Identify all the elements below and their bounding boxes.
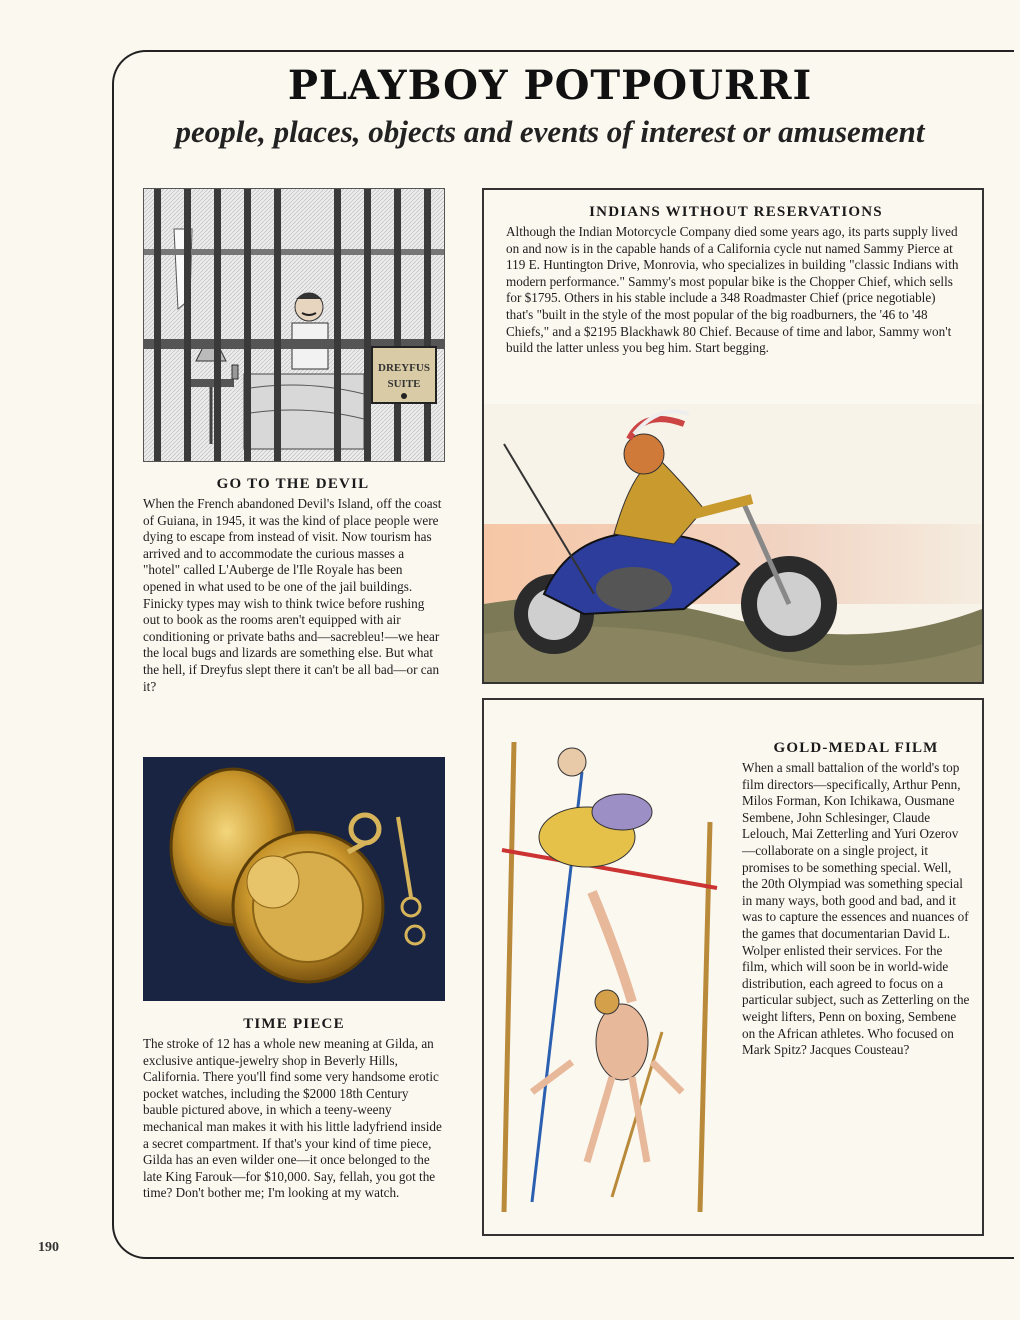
article-heading: GOLD-MEDAL FILM [773,740,939,756]
article-go-to-the-devil [143,476,443,695]
article-heading: GO TO THE DEVIL [216,476,370,492]
article-body: Although the Indian Motorcycle Company died some years ago, its parts supply lived on and now is in the capable hands of a California cycle nut named Sammy Pierce at 119 E. Huntington Drive, Monrovia, who specializes in building "classic Indians with modern performance." Sammy's most popular bike is the Chopper Chief, which sells for $1795. Others in his stable include a 348 Roadmaster Chief (price negotiable) that's "built in the style of the most popular of the big roadburners, the '46 to '48 Chiefs," and a $2195 Blackhawk 80 Chief. Because of time and labor, Sammy won't build the latter unless you beg him. Start begging. [506,224,959,356]
pole-vault-directors-illustration [492,742,732,1212]
page-subtitle: people, places, objects and events of interest or amusement [175,114,925,149]
motorcycle-rider-illustration [484,404,982,682]
article-body: When a small battalion of the world's top film directors—specifically, Arthur Penn, Milos Forman, Kon Ichikawa, Ousmane Sembene, John Schlesinger, Claude Lelouch, Mai Zetterling and Yuri Ozerov—collaborate on a single project, it promises to be something special. Well, the 20th Olympiad was something special in many ways, both good and bad, and it was to capture the essences and nuances of the games that documentarian David L. Wolper enlisted their services. For the film, which will soon be in world-wide distribution, each agreed to focus on a particular subject, such as Zetterling on the weight lifters, Penn on boxing, Sembene on the African athletes. Who focused on Mark Spitz? Jacques Cousteau? [742,760,970,1058]
jail-cell-illustration [143,188,445,462]
article-heading: INDIANS WITHOUT RESERVATIONS [589,204,883,220]
article-heading: TIME PIECE [243,1016,345,1032]
article-gold-medal-film [482,698,984,1236]
jail-sign-line2: SUITE [387,378,421,390]
article-body: When the French abandoned Devil's Island, off the coast of Guiana, in 1945, it was the kind of place people were dying to escape from instead of visit. Now tourism has arrived and to accommodate the curious masses a "hotel" called L'Auberge de l'Ile Royale has been opened in what used to be one of the jail buildings. Finicky types may wish to think twice before rushing out to book as the rooms aren't equipped with air conditioning or private baths and—sacrebleu!—we hear the local bugs and lizards are something else. But what the hell, if Dreyfus slept there it can't be all bad—or can it? [143,496,442,694]
jail-sign-line1: DREYFUS [378,362,430,374]
article-indians-without-reservations [482,188,984,684]
article-body: The stroke of 12 has a whole new meaning at Gilda, an exclusive antique-jewelry shop in Beverly Hills, California. There you'll find some very handsome erotic pocket watches, including the $2000 18th Century bauble pictured above, in which a teeny-weeny mechanical man makes it with his little ladyfriend inside a secret compartment. If that's your kind of time piece, Gilda has an even wilder one—it once belonged to the late King Farouk—for $10,000. Say, fellah, you got the time? Don't bother me; I'm looking at my watch. [143,1036,442,1201]
page-title: PLAYBOY POTPOURRI [287,62,813,109]
page-number: 190 [38,1240,59,1255]
article-time-piece [143,1016,445,1202]
pocket-watch-photo [143,757,445,1001]
